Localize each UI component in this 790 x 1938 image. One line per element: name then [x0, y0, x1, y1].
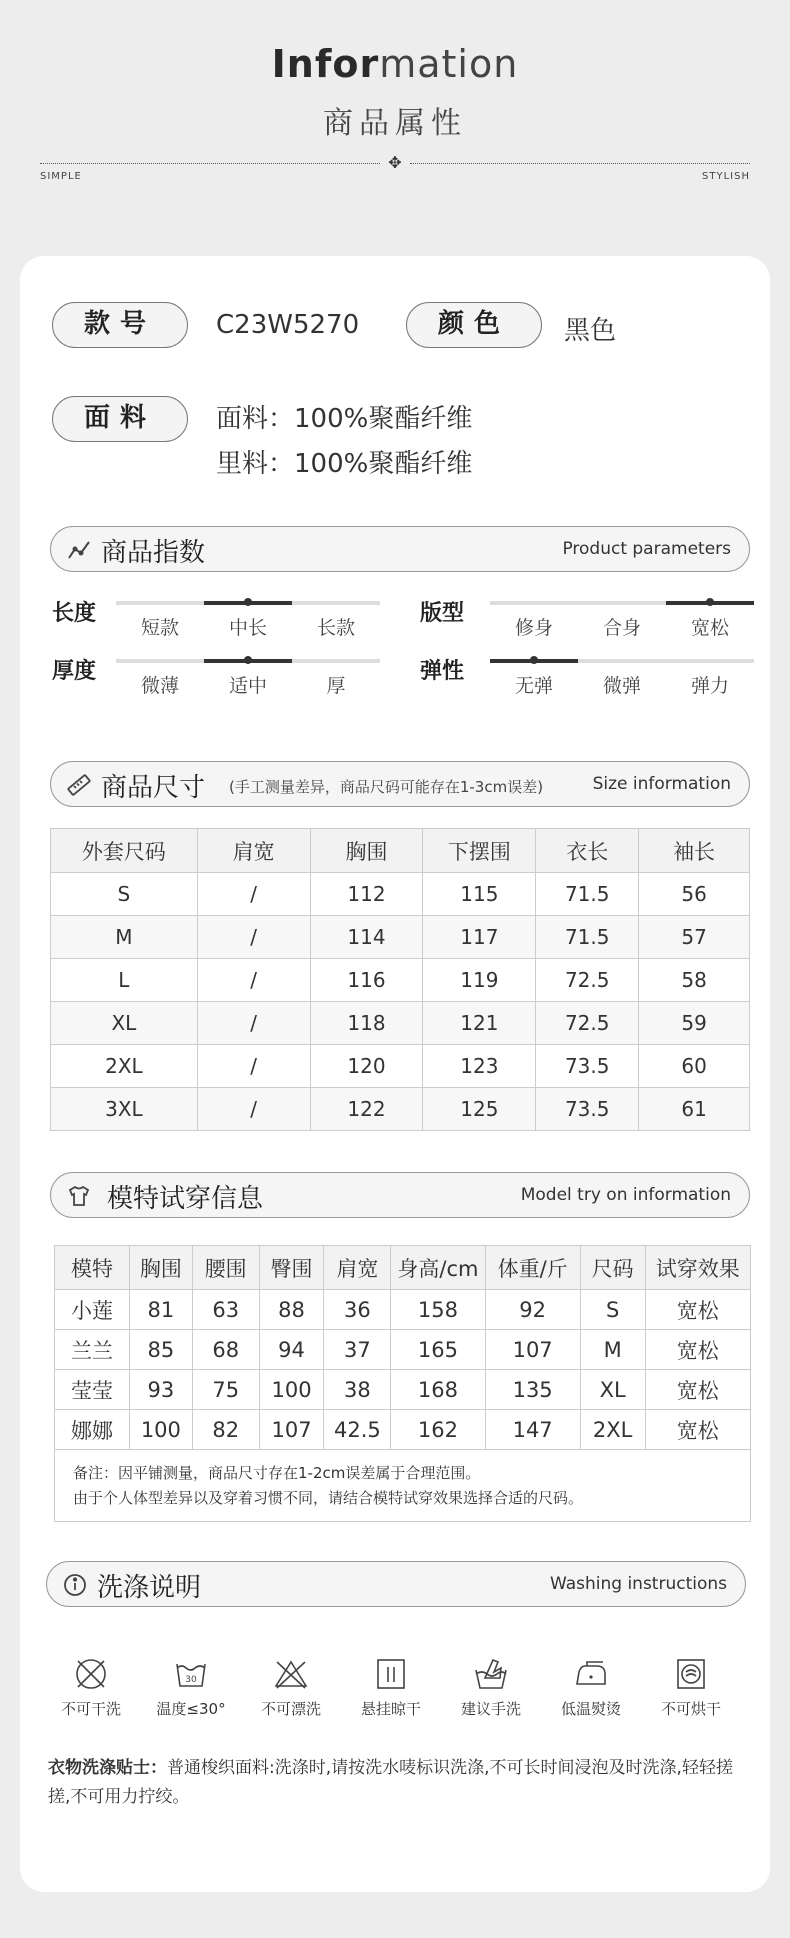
- model-table-row: [55, 1330, 751, 1370]
- index-option: 短款: [140, 617, 179, 639]
- size-table-row: [51, 873, 750, 916]
- model-table-header: 身高/cm: [391, 1246, 485, 1290]
- model-table-cell: 42.5: [324, 1410, 391, 1450]
- index-option: 宽松: [690, 617, 729, 639]
- index-option: 修身: [514, 617, 553, 639]
- style-no-label: 款号: [52, 302, 188, 348]
- model-table-cell: 36: [324, 1290, 391, 1330]
- size-table-cell: M: [51, 916, 198, 959]
- index-option: 合身: [602, 617, 641, 639]
- low-iron-icon: [573, 1656, 609, 1692]
- wash-item: [246, 1656, 336, 1719]
- washing-tips: [48, 1754, 748, 1812]
- size-table-cell: 121: [423, 1002, 536, 1045]
- model-table-cell: 宽松: [645, 1370, 750, 1410]
- model-table-row: [55, 1410, 751, 1450]
- section-header-model: [50, 1172, 750, 1218]
- wash-label: 不可烘干: [660, 1700, 721, 1718]
- index-option: 长款: [316, 617, 355, 639]
- wash-30-icon: [173, 1656, 209, 1692]
- size-table-row: [51, 1088, 750, 1131]
- index-label: 版型: [420, 601, 465, 626]
- model-table-cell: 75: [192, 1370, 259, 1410]
- no-bleach-icon: [273, 1656, 309, 1692]
- size-table-cell: 115: [423, 873, 536, 916]
- size-table-cell: 116: [310, 959, 423, 1002]
- size-table-cell: 71.5: [536, 916, 639, 959]
- model-table-cell: 88: [259, 1290, 324, 1330]
- size-table-cell: 73.5: [536, 1045, 639, 1088]
- section-en-size: Size information: [592, 774, 731, 794]
- header-title-cn: 商品属性: [323, 106, 467, 141]
- index-scale-marker: [530, 656, 538, 664]
- size-table-header: 衣长: [536, 829, 639, 873]
- model-table-cell: 107: [485, 1330, 580, 1370]
- size-table-header: 下摆围: [423, 829, 536, 873]
- index-label: 厚度: [52, 659, 97, 684]
- size-table-cell: 71.5: [536, 873, 639, 916]
- color-value: 黑色: [564, 316, 617, 346]
- size-table-cell: /: [197, 1045, 310, 1088]
- index-scale: [116, 659, 380, 663]
- size-table: [50, 828, 750, 1131]
- size-table-cell: 61: [639, 1088, 750, 1131]
- model-table-header: 肩宽: [324, 1246, 391, 1290]
- index-option: 微弹: [602, 675, 641, 697]
- size-table-header: 肩宽: [197, 829, 310, 873]
- model-table-cell: S: [580, 1290, 645, 1330]
- index-scale: [116, 601, 380, 605]
- wash-item: [346, 1656, 436, 1719]
- size-table-cell: 123: [423, 1045, 536, 1088]
- wash-label: 不可干洗: [60, 1700, 121, 1718]
- model-table-header: 臀围: [259, 1246, 324, 1290]
- size-table-cell: /: [197, 1088, 310, 1131]
- model-table-cell: XL: [580, 1370, 645, 1410]
- header-divider-right: [410, 163, 750, 164]
- model-table-row: [55, 1290, 751, 1330]
- model-table-cell: 宽松: [645, 1330, 750, 1370]
- fabric-line-outer: 面料：100%聚酯纤维: [216, 404, 473, 434]
- index-label: 长度: [52, 601, 97, 626]
- model-table-cell: 92: [485, 1290, 580, 1330]
- index-option: 微薄: [140, 675, 179, 697]
- wash-label: 不可漂洗: [260, 1700, 321, 1718]
- model-table-cell: 94: [259, 1330, 324, 1370]
- model-table-note: [55, 1450, 751, 1522]
- model-table-header: 模特: [55, 1246, 130, 1290]
- size-table-cell: 114: [310, 916, 423, 959]
- size-table-row: [51, 916, 750, 959]
- section-header-washing: [46, 1561, 746, 1607]
- model-table-header: 腰围: [192, 1246, 259, 1290]
- size-table-row: [51, 1002, 750, 1045]
- size-table-cell: L: [51, 959, 198, 1002]
- size-table-cell: 2XL: [51, 1045, 198, 1088]
- model-note-line: 由于个人体型差异以及穿着习惯不同，请结合模特试穿效果选择合适的尺码。: [73, 1488, 584, 1507]
- size-table-cell: /: [197, 1002, 310, 1045]
- section-header-parameters: [50, 526, 750, 572]
- section-en-washing: Washing instructions: [549, 1574, 727, 1594]
- size-table-cell: 112: [310, 873, 423, 916]
- index-option: 中长: [228, 617, 267, 639]
- size-table-cell: 72.5: [536, 959, 639, 1002]
- hang-dry-icon: [373, 1656, 409, 1692]
- section-en-parameters: Product parameters: [562, 539, 731, 559]
- wash-label: 低温熨烫: [560, 1700, 621, 1718]
- size-table-cell: 119: [423, 959, 536, 1002]
- header-tag-stylish: STYLISH: [702, 171, 750, 182]
- model-table-cell: 38: [324, 1370, 391, 1410]
- model-table-cell: 100: [259, 1370, 324, 1410]
- size-table-row: [51, 1045, 750, 1088]
- wash-label: 悬挂晾干: [360, 1700, 421, 1718]
- ruler-icon: [67, 773, 91, 797]
- size-table-cell: S: [51, 873, 198, 916]
- wash-item: [546, 1656, 636, 1719]
- model-table: [54, 1245, 751, 1522]
- header-divider-left: [40, 163, 380, 164]
- info-icon: [63, 1573, 87, 1597]
- size-table-cell: 72.5: [536, 1002, 639, 1045]
- index-label: 弹性: [420, 659, 465, 684]
- wash-label: 建议手洗: [460, 1700, 521, 1718]
- size-table-cell: XL: [51, 1002, 198, 1045]
- size-table-cell: 125: [423, 1088, 536, 1131]
- no-tumble-dry-icon: [673, 1656, 709, 1692]
- index-scale-marker: [244, 598, 252, 606]
- model-table-cell: 68: [192, 1330, 259, 1370]
- header-tag-simple: SIMPLE: [40, 171, 82, 182]
- washing-tips-text: 普通梭织面料:洗涤时,请按洗水唛标识洗涤,不可长时间浸泡及时洗涤,轻轻搓搓,不可用力拧绞。: [48, 1758, 733, 1807]
- model-table-cell: 85: [129, 1330, 192, 1370]
- section-title-washing: 洗涤说明: [97, 1573, 202, 1603]
- size-table-cell: 59: [639, 1002, 750, 1045]
- index-option: 厚: [326, 675, 346, 697]
- section-en-model: Model try on information: [520, 1185, 731, 1205]
- index-scale-marker: [244, 656, 252, 664]
- index-scale-marker: [706, 598, 714, 606]
- model-table-cell: 147: [485, 1410, 580, 1450]
- model-table-cell: 165: [391, 1330, 485, 1370]
- model-table-cell: 100: [129, 1410, 192, 1450]
- wash-label: 温度≤30°: [156, 1700, 226, 1718]
- size-table-cell: /: [197, 916, 310, 959]
- fabric-line-lining: 里料：100%聚酯纤维: [216, 449, 473, 479]
- model-table-cell: 162: [391, 1410, 485, 1450]
- section-sub-size: (手工测量差异，商品尺码可能存在1-3cm误差): [229, 778, 544, 796]
- model-table-cell: 93: [129, 1370, 192, 1410]
- model-table-cell: M: [580, 1330, 645, 1370]
- index-option: 无弹: [514, 675, 553, 697]
- tshirt-icon: [67, 1184, 91, 1208]
- size-table-cell: /: [197, 959, 310, 1002]
- size-table-header: 外套尺码: [51, 829, 198, 873]
- section-title-size: 商品尺寸: [101, 773, 206, 803]
- model-table-cell: 82: [192, 1410, 259, 1450]
- model-table-cell: 135: [485, 1370, 580, 1410]
- size-table-cell: 56: [639, 873, 750, 916]
- size-table-cell: 73.5: [536, 1088, 639, 1131]
- model-table-row: [55, 1370, 751, 1410]
- size-table-header: 胸围: [310, 829, 423, 873]
- header-title-en: Information: [271, 42, 519, 86]
- model-table-header: 体重/斤: [485, 1246, 580, 1290]
- cross-arrows-icon: ✥: [388, 153, 402, 172]
- model-table-cell: 小莲: [55, 1290, 130, 1330]
- hand-wash-icon: [473, 1656, 509, 1692]
- section-title-parameters: 商品指数: [101, 538, 206, 568]
- trend-line-icon: [67, 538, 91, 562]
- model-note-line: 备注：因平铺测量，商品尺寸存在1-2cm误差属于合理范围。: [73, 1463, 481, 1482]
- index-scale: [490, 659, 754, 663]
- size-table-cell: 57: [639, 916, 750, 959]
- size-table-row: [51, 959, 750, 1002]
- fabric-label: 面料: [52, 396, 188, 442]
- index-scale: [490, 601, 754, 605]
- model-table-cell: 158: [391, 1290, 485, 1330]
- model-table-cell: 宽松: [645, 1410, 750, 1450]
- model-table-cell: 莹莹: [55, 1370, 130, 1410]
- section-header-size: [50, 761, 750, 807]
- model-table-cell: 娜娜: [55, 1410, 130, 1450]
- wash-item: [446, 1656, 536, 1719]
- model-table-cell: 107: [259, 1410, 324, 1450]
- size-table-cell: 117: [423, 916, 536, 959]
- size-table-cell: 120: [310, 1045, 423, 1088]
- wash-item: [46, 1656, 136, 1719]
- color-label: 颜色: [406, 302, 542, 348]
- model-table-header: 胸围: [129, 1246, 192, 1290]
- washing-tips-label: 衣物洗涤贴士：: [48, 1758, 167, 1778]
- size-table-cell: 3XL: [51, 1088, 198, 1131]
- wash-item: [646, 1656, 736, 1719]
- size-table-cell: 122: [310, 1088, 423, 1131]
- model-table-cell: 兰兰: [55, 1330, 130, 1370]
- model-table-cell: 81: [129, 1290, 192, 1330]
- no-dry-clean-icon: [73, 1656, 109, 1692]
- model-table-header: 试穿效果: [645, 1246, 750, 1290]
- index-option: 弹力: [690, 675, 729, 697]
- model-table-header: 尺码: [580, 1246, 645, 1290]
- wash-item: [146, 1656, 236, 1719]
- model-table-cell: 168: [391, 1370, 485, 1410]
- size-table-header: 袖长: [639, 829, 750, 873]
- model-table-cell: 2XL: [580, 1410, 645, 1450]
- product-info-card: [20, 256, 770, 1892]
- wash-temp-badge: 30: [185, 1675, 197, 1685]
- size-table-cell: 118: [310, 1002, 423, 1045]
- style-no-value: C23W5270: [216, 310, 360, 340]
- size-table-cell: 60: [639, 1045, 750, 1088]
- model-table-cell: 37: [324, 1330, 391, 1370]
- model-table-cell: 63: [192, 1290, 259, 1330]
- size-table-cell: 58: [639, 959, 750, 1002]
- model-table-cell: 宽松: [645, 1290, 750, 1330]
- index-option: 适中: [228, 675, 267, 697]
- section-title-model: 模特试穿信息: [107, 1184, 264, 1214]
- size-table-cell: /: [197, 873, 310, 916]
